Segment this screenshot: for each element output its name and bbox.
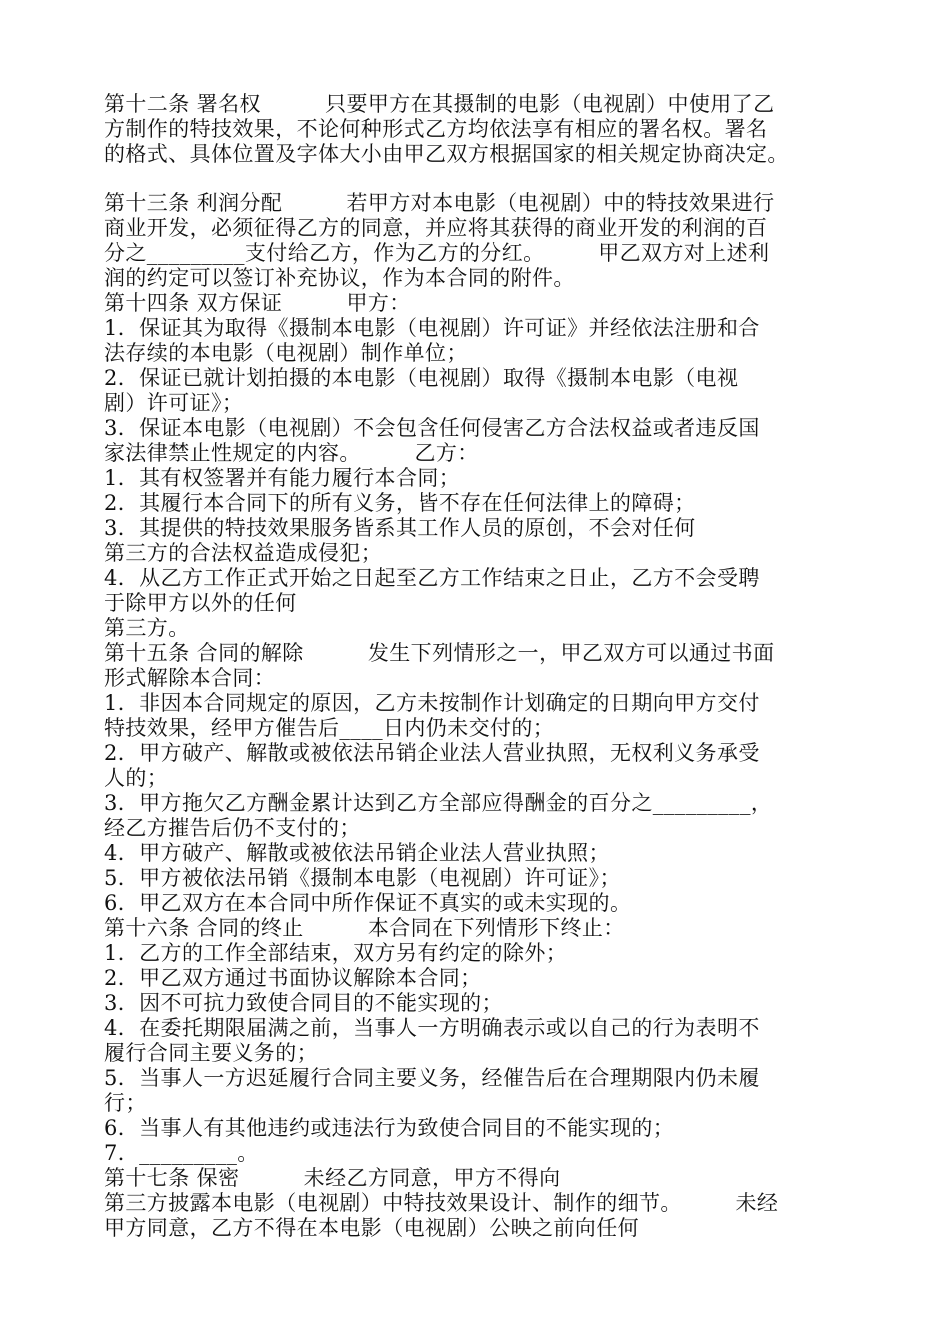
text-line: 法存续的本电影（电视剧）制作单位； <box>104 341 468 365</box>
text-line: 形式解除本合同： <box>104 666 276 690</box>
text-line: 于除甲方以外的任何 <box>104 591 297 615</box>
text-line: 润的约定可以签订补充协议，作为本合同的附件。 <box>104 266 575 290</box>
document-body <box>104 92 864 1241</box>
text-line: 特技效果，经甲方催告后____日内仍未交付的； <box>104 716 555 740</box>
text-line: 第十五条 合同的解除 发生下列情形之一，甲乙双方可以通过书面 <box>104 641 775 665</box>
text-line: 分之_________支付给乙方，作为乙方的分红。 甲乙双方对上述利 <box>104 241 770 265</box>
text-line: 1．乙方的工作全部结束，双方另有约定的除外； <box>104 941 568 965</box>
text-line: 5．甲方被依法吊销《摄制本电影（电视剧）许可证》； <box>104 866 621 890</box>
text-line: 3．因不可抗力致使合同目的不能实现的； <box>104 991 503 1015</box>
paragraph-gap <box>104 167 864 191</box>
text-line: 履行合同主要义务的； <box>104 1041 318 1065</box>
text-line: 行； <box>104 1091 147 1115</box>
text-line: 1．其有权签署并有能力履行本合同； <box>104 466 461 490</box>
text-line: 2．其履行本合同下的所有义务，皆不存在任何法律上的障碍； <box>104 491 696 515</box>
text-line: 6．当事人有其他违约或违法行为致使合同目的不能实现的； <box>104 1116 675 1140</box>
text-line: 第三方的合法权益造成侵犯； <box>104 541 383 565</box>
text-line: 第三方。 <box>104 616 190 640</box>
text-line: 第十七条 保密 未经乙方同意，甲方不得向 <box>104 1166 561 1190</box>
text-line: 人的； <box>104 766 169 790</box>
text-line: 7．_________。 <box>104 1141 259 1165</box>
text-line: 家法律禁止性规定的内容。 乙方： <box>104 441 479 465</box>
text-line: 2．甲方破产、解散或被依法吊销企业法人营业执照，无权利义务承受 <box>104 741 760 765</box>
text-line: 3．其提供的特技效果服务皆系其工作人员的原创，不会对任何 <box>104 516 696 540</box>
text-line: 2．甲乙双方通过书面协议解除本合同； <box>104 966 482 990</box>
text-line: 3．甲方拖欠乙方酬金累计达到乙方全部应得酬金的百分之_________， <box>104 791 773 815</box>
text-line: 1．保证其为取得《摄制本电影（电视剧）许可证》并经依法注册和合 <box>104 316 760 340</box>
text-line: 方制作的特技效果，不论何种形式乙方均依法享有相应的署名权。署名 <box>104 117 768 141</box>
text-line: 第十三条 利润分配 若甲方对本电影（电视剧）中的特技效果进行 <box>104 191 775 215</box>
text-line: 4．从乙方工作正式开始之日起至乙方工作结束之日止，乙方不会受聘 <box>104 566 760 590</box>
text-line: 4．在委托期限届满之前，当事人一方明确表示或以自己的行为表明不 <box>104 1016 760 1040</box>
text-line: 的格式、具体位置及字体大小由甲乙双方根据国家的相关规定协商决定。 <box>104 142 789 166</box>
text-line: 商业开发，必须征得乙方的同意，并应将其获得的商业开发的利润的百 <box>104 216 768 240</box>
text-line: 第十四条 双方保证 甲方： <box>104 291 411 315</box>
text-line: 第三方披露本电影（电视剧）中特技效果设计、制作的细节。 未经 <box>104 1191 779 1215</box>
text-line: 3．保证本电影（电视剧）不会包含任何侵害乙方合法权益或者违反国 <box>104 416 760 440</box>
text-line: 6．甲乙双方在本合同中所作保证不真实的或未实现的。 <box>104 891 632 915</box>
text-line: 第十六条 合同的终止 本合同在下列情形下终止： <box>104 916 625 940</box>
text-line: 第十二条 署名权 只要甲方在其摄制的电影（电视剧）中使用了乙 <box>104 92 775 116</box>
text-line: 1．非因本合同规定的原因，乙方未按制作计划确定的日期向甲方交付 <box>104 691 760 715</box>
text-line: 剧）许可证》； <box>104 391 244 415</box>
text-line: 经乙方摧告后仍不支付的； <box>104 816 361 840</box>
text-line: 甲方同意，乙方不得在本电影（电视剧）公映之前向任何 <box>104 1216 639 1240</box>
text-line: 4．甲方破产、解散或被依法吊销企业法人营业执照； <box>104 841 610 865</box>
text-line: 2．保证已就计划拍摄的本电影（电视剧）取得《摄制本电影（电视 <box>104 366 739 390</box>
text-line: 5．当事人一方迟延履行合同主要义务，经催告后在合理期限内仍未履 <box>104 1066 760 1090</box>
